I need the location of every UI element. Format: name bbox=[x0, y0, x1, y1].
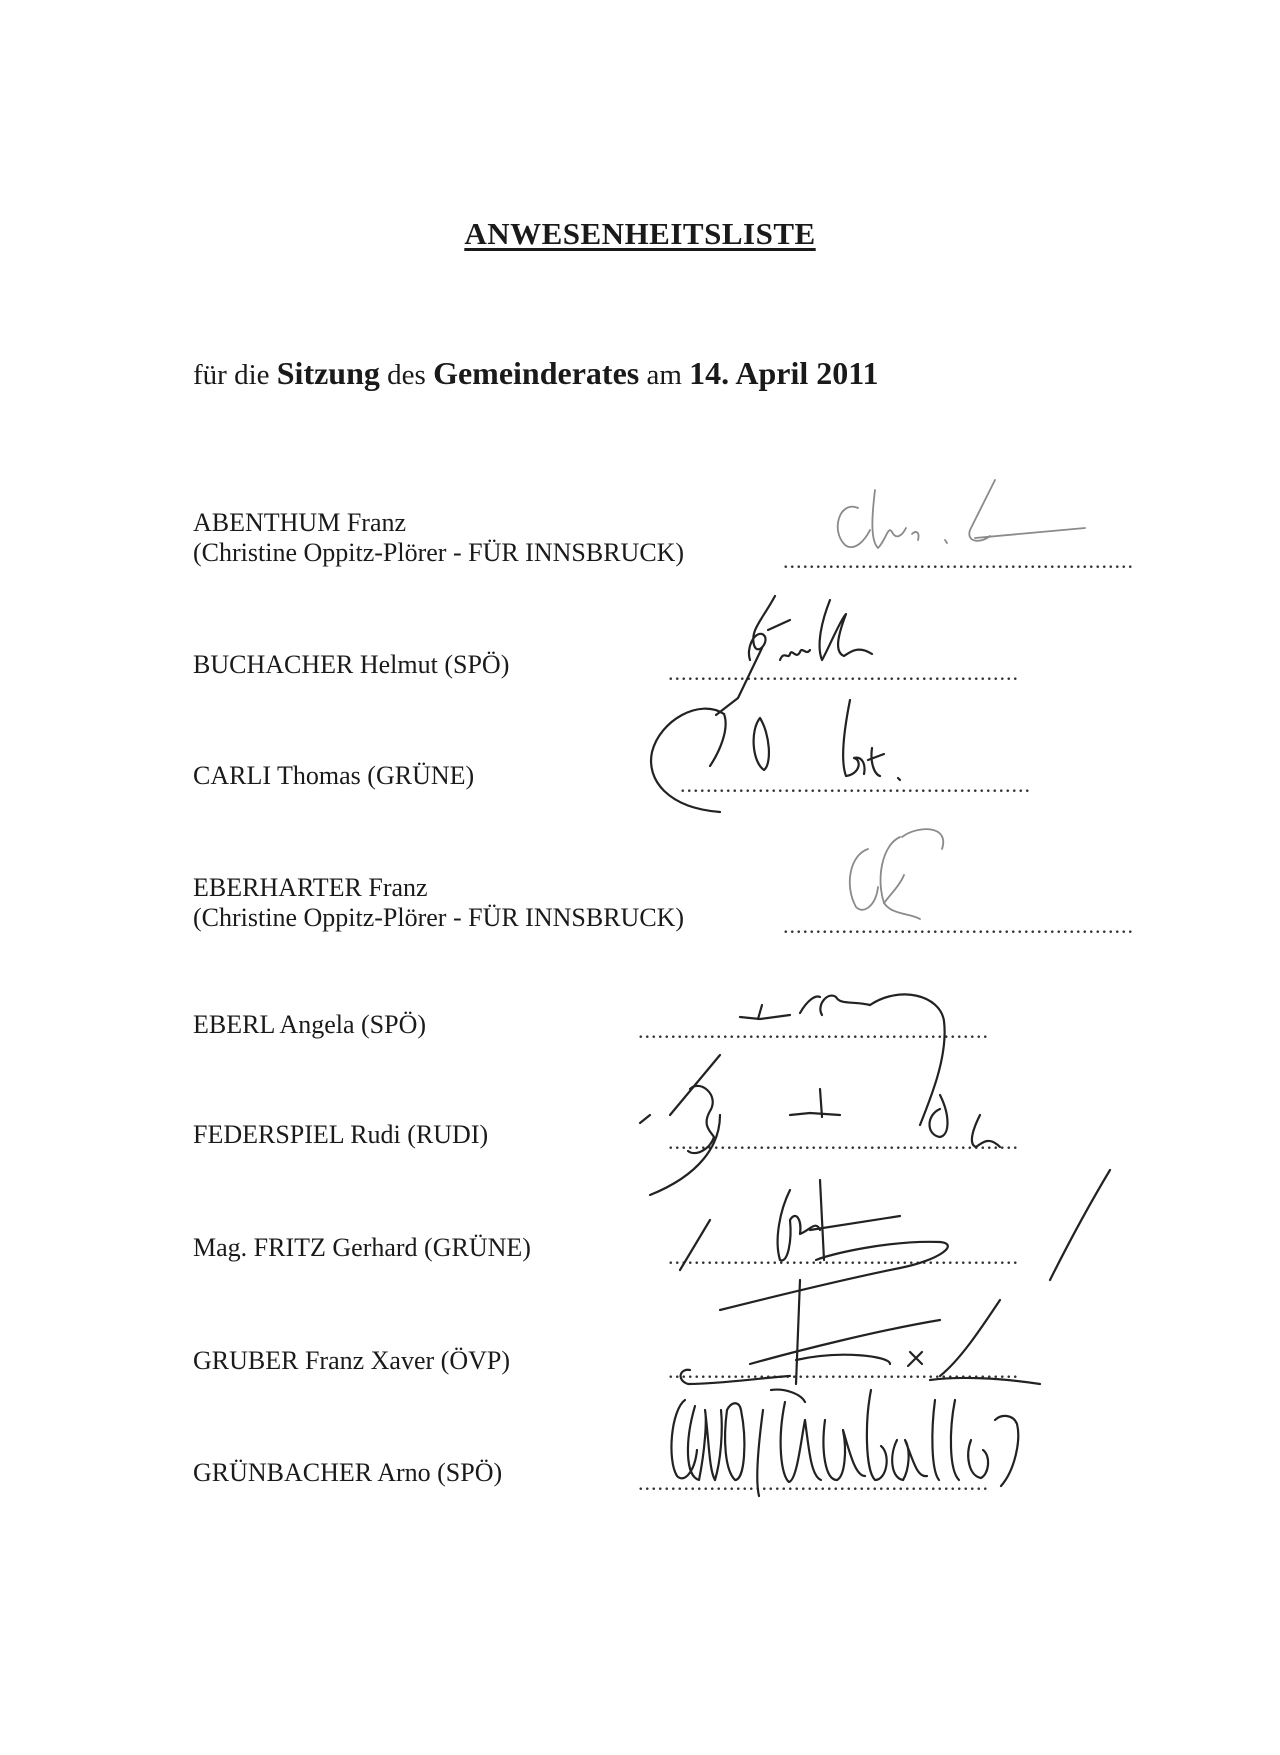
attendee-name: ABENTHUM Franz bbox=[193, 508, 407, 537]
subtitle-text: am bbox=[639, 359, 690, 391]
document-title: ANWESENHEITSLISTE bbox=[464, 216, 816, 251]
attendee-party: (Christine Oppitz-Plörer - FÜR INNSBRUCK) bbox=[193, 538, 685, 567]
attendee-name: FEDERSPIEL Rudi (RUDI) bbox=[193, 1120, 489, 1149]
signature-line: ...................................................... bbox=[638, 1470, 989, 1495]
attendee-name: GRÜNBACHER Arno (SPÖ) bbox=[193, 1458, 503, 1487]
document-subtitle bbox=[193, 355, 879, 392]
signature-carli bbox=[640, 690, 980, 820]
attendee-name: EBERHARTER Franz bbox=[193, 873, 428, 902]
signature-line: ...................................................... bbox=[680, 772, 1031, 797]
attendee-name: BUCHACHER Helmut (SPÖ) bbox=[193, 650, 510, 679]
signature-line: ...................................................... bbox=[668, 660, 1019, 685]
signature-line: ...................................................... bbox=[638, 1018, 989, 1043]
signature-line: ...................................................... bbox=[668, 1244, 1019, 1269]
attendee-name: GRUBER Franz Xaver (ÖVP) bbox=[193, 1346, 511, 1375]
subtitle-bold-date: 14. April 2011 bbox=[689, 355, 879, 391]
attendee-name: CARLI Thomas (GRÜNE) bbox=[193, 761, 475, 790]
signature-line: ...................................................... bbox=[783, 548, 1134, 573]
signature-eberharter bbox=[820, 815, 1020, 945]
attendee-name: Mag. FRITZ Gerhard (GRÜNE) bbox=[193, 1233, 531, 1262]
signature-line: ...................................................... bbox=[783, 913, 1134, 938]
attendee-party: (Christine Oppitz-Plörer - FÜR INNSBRUCK) bbox=[193, 903, 685, 932]
attendee-name: EBERL Angela (SPÖ) bbox=[193, 1010, 427, 1039]
subtitle-text: des bbox=[379, 359, 434, 391]
subtitle-bold-sitzung: Sitzung bbox=[276, 355, 380, 391]
signature-abenthum bbox=[820, 470, 1090, 560]
subtitle-bold-gemeinderat: Gemeinderates bbox=[433, 355, 640, 391]
signature-line: ...................................................... bbox=[668, 1129, 1019, 1154]
signature-line: ...................................................... bbox=[668, 1358, 1019, 1383]
subtitle-text: für die bbox=[193, 359, 277, 391]
signature-gruenbacher bbox=[665, 1380, 1065, 1510]
signature-gruber bbox=[640, 1280, 1080, 1390]
